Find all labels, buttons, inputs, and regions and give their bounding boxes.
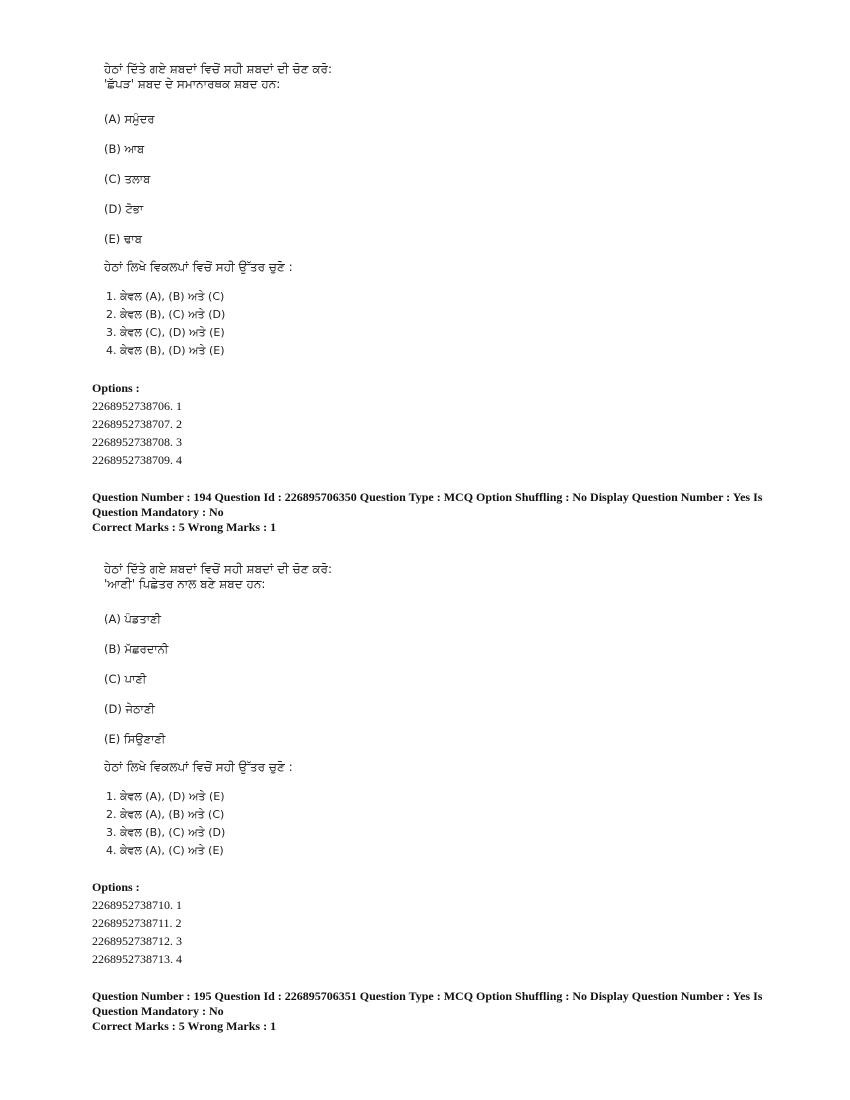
choice-item: 2. ਕੇਵਲ (B), (C) ਅਤੇ (D) [106,308,226,321]
choice-list [106,288,225,360]
meta-line: Question Number : 195 Question Id : 226895706351 Question Type : MCQ Option Shuffling : No Display Question Number : Yes Is [92,989,763,1003]
answer-option-b: (B) ਆਬ [104,142,145,156]
answer-option-c: (C) ਤਲਾਬ [104,172,151,186]
meta-line: Question Number : 194 Question Id : 226895706350 Question Type : MCQ Option Shuffling : No Display Question Number : Yes Is [92,490,763,504]
option-id-item: 2268952738712. 3 [92,934,182,948]
answer-option-e: (E) ਸਿਉਣਾਣੀ [104,732,166,746]
choice-item: 4. ਕੇਵਲ (B), (D) ਅਤੇ (E) [106,344,225,357]
answer-option-d: (D) ਜੇਠਾਣੀ [104,702,155,716]
option-id-item: 2268952738706. 1 [92,399,182,413]
option-id-item: 2268952738709. 4 [92,453,182,467]
question-text-line: 'ਛੱਪੜ' ਸ਼ਬਦ ਦੇ ਸਮਾਨਾਰਥਕ ਸ਼ਬਦ ਹਨ: [104,77,281,91]
option-id-item: 2268952738707. 2 [92,417,182,431]
choice-item: 1. ਕੇਵਲ (A), (B) ਅਤੇ (C) [106,290,225,303]
choice-item: 2. ਕੇਵਲ (A), (B) ਅਤੇ (C) [106,808,225,821]
meta-line: Correct Marks : 5 Wrong Marks : 1 [92,520,277,534]
question-193-block [104,62,744,362]
instruction-text: ਹੇਠਾਂ ਲਿਖੇ ਵਿਕਲਪਾਂ ਵਿਚੋਂ ਸਹੀ ਉੱਤਰ ਚੁਣੋ : [104,760,293,774]
options-label: Options : [92,381,140,395]
options-label: Options : [92,880,140,894]
meta-line: Correct Marks : 5 Wrong Marks : 1 [92,1019,277,1033]
question-194-block [104,562,744,862]
question-195-meta [92,989,772,1034]
question-text-line: ਹੇਠਾਂ ਦਿੱਤੇ ਗਏ ਸ਼ਬਦਾਂ ਵਿਚੋਂ ਸਹੀ ਸ਼ਬਦਾਂ ਦੀ ਚੋਣ ਕਰੋ: [104,562,332,576]
choice-item: 1. ਕੇਵਲ (A), (D) ਅਤੇ (E) [106,790,225,803]
choice-item: 4. ਕੇਵਲ (A), (C) ਅਤੇ (E) [106,844,224,857]
answer-option-a: (A) ਸਮੁੰਦਰ [104,112,155,126]
option-id-item: 2268952738710. 1 [92,898,182,912]
question-194-meta [92,490,772,535]
option-id-list [92,397,182,469]
instruction-text: ਹੇਠਾਂ ਲਿਖੇ ਵਿਕਲਪਾਂ ਵਿਚੋਂ ਸਹੀ ਉੱਤਰ ਚੁਣੋ : [104,260,293,274]
choice-list [106,788,225,860]
answer-option-b: (B) ਮੱਛਰਦਾਨੀ [104,642,169,656]
answer-option-c: (C) ਪਾਣੀ [104,672,147,686]
option-id-list [92,896,182,968]
choice-item: 3. ਕੇਵਲ (C), (D) ਅਤੇ (E) [106,326,225,339]
question-text-line: 'ਆਣੀ' ਪਿਛੇਤਰ ਨਾਲ ਬਣੇ ਸ਼ਬਦ ਹਨ: [104,577,266,591]
choice-item: 3. ਕੇਵਲ (B), (C) ਅਤੇ (D) [106,826,226,839]
option-id-item: 2268952738708. 3 [92,435,182,449]
answer-option-a: (A) ਪੰਡਤਾਣੀ [104,612,161,626]
meta-line: Question Mandatory : No [92,505,224,519]
answer-option-d: (D) ਟੋਭਾ [104,202,144,216]
option-id-item: 2268952738711. 2 [92,916,182,930]
answer-option-e: (E) ਢਾਬ [104,232,142,246]
question-text-line: ਹੇਠਾਂ ਦਿੱਤੇ ਗਏ ਸ਼ਬਦਾਂ ਵਿਚੋਂ ਸਹੀ ਸ਼ਬਦਾਂ ਦੀ ਚੋਣ ਕਰੋ: [104,62,332,76]
meta-line: Question Mandatory : No [92,1004,224,1018]
option-id-item: 2268952738713. 4 [92,952,182,966]
